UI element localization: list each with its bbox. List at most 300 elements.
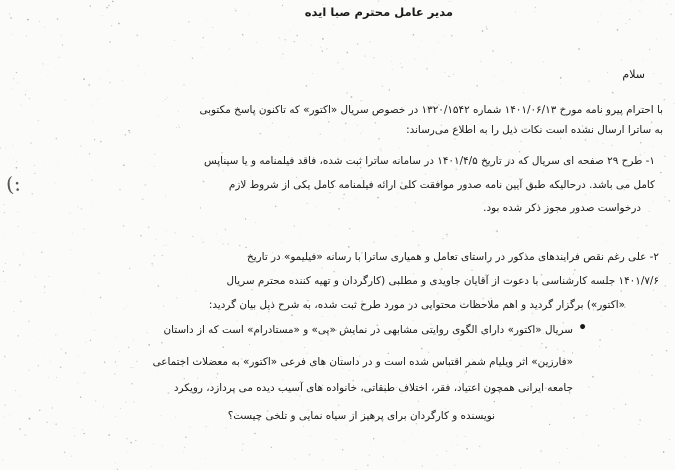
speckle-dot bbox=[9, 14, 10, 15]
speckle-dot bbox=[12, 145, 13, 146]
speckle-dot bbox=[325, 425, 326, 426]
speckle-dot bbox=[603, 267, 604, 268]
speckle-dot bbox=[600, 14, 601, 15]
speckle-dot bbox=[665, 292, 666, 293]
speckle-dot bbox=[362, 457, 363, 458]
speckle-dot bbox=[81, 208, 83, 210]
speckle-dot bbox=[77, 206, 78, 207]
speckle-dot bbox=[184, 378, 186, 380]
speckle-dot bbox=[541, 343, 542, 344]
speckle-dot bbox=[346, 52, 348, 54]
speckle-dot bbox=[447, 236, 448, 237]
speckle-dot bbox=[176, 297, 178, 299]
speckle-dot bbox=[533, 64, 534, 65]
speckle-dot bbox=[438, 42, 439, 43]
speckle-dot bbox=[598, 22, 599, 23]
speckle-dot bbox=[646, 225, 648, 227]
speckle-dot bbox=[26, 35, 27, 36]
speckle-dot bbox=[20, 417, 21, 418]
speckle-dot bbox=[203, 37, 204, 38]
speckle-dot bbox=[415, 202, 416, 203]
speckle-dot bbox=[195, 291, 196, 292]
speckle-dot bbox=[653, 146, 654, 147]
speckle-dot bbox=[94, 330, 95, 331]
speckle-dot bbox=[520, 345, 521, 346]
speckle-dot bbox=[119, 189, 121, 191]
speckle-dot bbox=[458, 339, 460, 341]
speckle-dot bbox=[602, 143, 603, 144]
speckle-dot bbox=[349, 228, 350, 229]
speckle-dot bbox=[445, 408, 446, 409]
speckle-dot bbox=[367, 465, 368, 466]
speckle-dot bbox=[375, 122, 377, 124]
speckle-dot bbox=[321, 267, 322, 268]
speckle-dot bbox=[178, 127, 180, 129]
speckle-dot bbox=[560, 77, 562, 79]
speckle-dot bbox=[44, 353, 45, 354]
speckle-dot bbox=[27, 19, 29, 21]
speckle-dot bbox=[446, 450, 448, 452]
speckle-dot bbox=[601, 315, 602, 316]
speckle-dot bbox=[259, 14, 260, 15]
speckle-dot bbox=[4, 404, 6, 406]
item2-line-1: ۲- علی رغم نقص فرایندهای مذکور در راستای تعامل و همیاری ساترا با رسانه «فیلیمو» در تاریخ bbox=[247, 251, 659, 263]
speckle-dot bbox=[625, 23, 626, 24]
speckle-dot bbox=[624, 457, 625, 458]
speckle-dot bbox=[473, 234, 474, 235]
speckle-dot bbox=[425, 174, 426, 175]
speckle-dot bbox=[10, 17, 12, 19]
speckle-dot bbox=[222, 243, 223, 244]
speckle-dot bbox=[78, 356, 79, 357]
greeting: سلام bbox=[622, 68, 645, 81]
speckle-dot bbox=[427, 145, 429, 147]
speckle-dot bbox=[481, 205, 482, 206]
speckle-dot bbox=[198, 58, 199, 59]
speckle-dot bbox=[333, 24, 334, 25]
speckle-dot bbox=[531, 406, 532, 407]
speckle-dot bbox=[400, 63, 401, 64]
speckle-dot bbox=[345, 123, 347, 125]
speckle-dot bbox=[56, 377, 57, 378]
speckle-dot bbox=[370, 56, 371, 57]
speckle-dot bbox=[210, 15, 211, 16]
speckle-dot bbox=[348, 246, 350, 248]
speckle-dot bbox=[285, 39, 286, 40]
speckle-dot bbox=[48, 104, 49, 105]
speckle-dot bbox=[600, 75, 601, 76]
speckle-dot bbox=[405, 0, 406, 1]
speckle-dot bbox=[340, 449, 341, 450]
speckle-dot bbox=[12, 88, 13, 89]
speckle-dot bbox=[322, 38, 324, 40]
speckle-dot bbox=[249, 344, 250, 345]
speckle-dot bbox=[283, 212, 284, 213]
speckle-dot bbox=[294, 458, 296, 460]
speckle-dot bbox=[9, 415, 10, 416]
speckle-dot bbox=[629, 455, 630, 456]
speckle-dot bbox=[656, 38, 658, 40]
item2-line-3: «اکتور») برگزار گردید و اهم ملاحظات محتوایی در مورد طرح ثبت شده، به شرح ذیل بیان گردید: bbox=[208, 299, 625, 311]
speckle-dot bbox=[145, 184, 146, 185]
speckle-dot bbox=[44, 27, 45, 28]
speckle-dot bbox=[168, 392, 170, 394]
speckle-dot bbox=[373, 438, 374, 439]
speckle-dot bbox=[78, 132, 79, 133]
speckle-dot bbox=[139, 333, 140, 334]
speckle-dot bbox=[256, 42, 257, 43]
speckle-dot bbox=[599, 339, 601, 341]
speckle-dot bbox=[577, 237, 579, 239]
speckle-dot bbox=[18, 335, 19, 336]
speckle-dot bbox=[648, 211, 650, 213]
speckle-dot bbox=[57, 18, 59, 20]
speckle-dot bbox=[24, 434, 26, 436]
speckle-dot bbox=[277, 427, 278, 428]
speckle-dot bbox=[465, 436, 466, 437]
speckle-dot bbox=[166, 196, 167, 197]
speckle-dot bbox=[578, 48, 580, 50]
speckle-dot bbox=[226, 67, 227, 68]
speckle-dot bbox=[108, 5, 110, 7]
speckle-dot bbox=[389, 89, 390, 90]
speckle-dot bbox=[291, 314, 293, 316]
speckle-dot bbox=[29, 98, 30, 99]
speckle-dot bbox=[590, 226, 591, 227]
speckle-dot bbox=[104, 361, 106, 363]
speckle-dot bbox=[528, 119, 529, 120]
speckle-dot bbox=[3, 237, 4, 238]
speckle-dot bbox=[335, 439, 336, 440]
speckle-dot bbox=[4, 417, 5, 418]
speckle-dot bbox=[303, 426, 304, 427]
speckle-dot bbox=[653, 73, 654, 74]
speckle-dot bbox=[16, 161, 17, 162]
speckle-dot bbox=[119, 351, 120, 352]
speckle-dot bbox=[17, 82, 18, 83]
speckle-dot bbox=[457, 444, 458, 445]
speckle-dot bbox=[329, 294, 330, 295]
speckle-dot bbox=[152, 265, 153, 266]
speckle-dot bbox=[342, 449, 344, 451]
speckle-dot bbox=[26, 9, 27, 10]
speckle-dot bbox=[166, 245, 167, 246]
speckle-dot bbox=[641, 355, 642, 356]
speckle-dot bbox=[418, 245, 419, 246]
speckle-dot bbox=[103, 406, 104, 407]
speckle-dot bbox=[304, 347, 305, 348]
speckle-dot bbox=[29, 418, 31, 420]
speckle-dot bbox=[39, 410, 40, 411]
speckle-dot bbox=[590, 192, 591, 193]
speckle-dot bbox=[574, 269, 576, 271]
speckle-dot bbox=[237, 320, 238, 321]
speckle-dot bbox=[581, 456, 582, 457]
speckle-dot bbox=[19, 264, 20, 265]
speckle-dot bbox=[520, 467, 521, 468]
speckle-dot bbox=[44, 286, 46, 288]
speckle-dot bbox=[373, 57, 374, 58]
speckle-dot bbox=[186, 165, 187, 166]
speckle-dot bbox=[22, 252, 23, 253]
speckle-dot bbox=[219, 242, 220, 243]
speckle-dot bbox=[598, 445, 599, 446]
speckle-dot bbox=[90, 340, 91, 341]
speckle-dot bbox=[153, 444, 154, 445]
speckle-dot bbox=[661, 243, 662, 244]
speckle-dot bbox=[378, 138, 380, 140]
speckle-dot bbox=[98, 273, 99, 274]
speckle-dot bbox=[203, 242, 204, 243]
speckle-dot bbox=[294, 41, 295, 42]
speckle-dot bbox=[357, 125, 358, 126]
speckle-dot bbox=[573, 417, 575, 419]
speckle-dot bbox=[280, 341, 281, 342]
speckle-dot bbox=[77, 103, 78, 104]
speckle-dot bbox=[238, 261, 239, 262]
speckle-dot bbox=[55, 67, 56, 68]
speckle-dot bbox=[128, 305, 129, 306]
speckle-dot bbox=[48, 377, 49, 378]
speckle-dot bbox=[320, 134, 321, 135]
speckle-dot bbox=[454, 465, 455, 466]
speckle-dot bbox=[203, 181, 205, 183]
speckle-dot bbox=[245, 218, 246, 219]
speckle-dot bbox=[560, 403, 561, 404]
speckle-dot bbox=[515, 12, 516, 13]
speckle-dot bbox=[667, 4, 668, 5]
speckle-dot bbox=[494, 401, 496, 403]
intro-line-1: با احترام پیرو نامه مورخ ۱۴۰۱/۰۶/۱۳ شماره ۱۳۲۰/۱۵۴۲ در خصوص سریال «اکتور» که تاکنون پاسخ مکتوبی bbox=[199, 104, 663, 116]
speckle-dot bbox=[267, 90, 268, 91]
speckle-dot bbox=[131, 383, 132, 384]
speckle-dot bbox=[313, 117, 315, 119]
speckle-dot bbox=[163, 162, 164, 163]
speckle-dot bbox=[272, 88, 273, 89]
speckle-dot bbox=[396, 235, 397, 236]
speckle-dot bbox=[25, 264, 26, 265]
speckle-dot bbox=[60, 34, 62, 36]
speckle-dot bbox=[223, 170, 225, 172]
speckle-dot bbox=[38, 94, 39, 95]
speckle-dot bbox=[322, 50, 323, 51]
bullet1-line-4: نویسنده و کارگردان برای پرهیز از سیاه نمایی و تلخی چیست؟ bbox=[227, 410, 495, 422]
speckle-dot bbox=[486, 28, 487, 29]
speckle-dot bbox=[543, 171, 544, 172]
speckle-dot bbox=[485, 26, 487, 28]
speckle-dot bbox=[111, 25, 112, 26]
speckle-dot bbox=[133, 339, 134, 340]
speckle-dot bbox=[20, 396, 21, 397]
speckle-dot bbox=[543, 62, 544, 63]
speckle-dot bbox=[105, 281, 106, 282]
speckle-dot bbox=[69, 212, 70, 213]
speckle-dot bbox=[219, 221, 220, 222]
item1-line-3: درخواست صدور مجوز ذکر شده بود. bbox=[483, 202, 641, 214]
speckle-dot bbox=[56, 138, 58, 140]
speckle-dot bbox=[117, 366, 118, 367]
speckle-dot bbox=[215, 430, 216, 431]
speckle-dot bbox=[254, 249, 255, 250]
speckle-dot bbox=[136, 361, 137, 362]
speckle-dot bbox=[444, 234, 445, 235]
speckle-dot bbox=[129, 268, 131, 270]
speckle-dot bbox=[618, 398, 619, 399]
speckle-dot bbox=[43, 167, 44, 168]
speckle-dot bbox=[158, 115, 159, 116]
speckle-dot bbox=[288, 136, 289, 137]
speckle-dot bbox=[38, 365, 39, 366]
speckle-dot bbox=[496, 237, 497, 238]
speckle-dot bbox=[250, 176, 251, 177]
speckle-dot bbox=[16, 167, 18, 169]
speckle-dot bbox=[357, 43, 358, 44]
speckle-dot bbox=[576, 138, 577, 139]
speckle-dot bbox=[508, 60, 509, 61]
speckle-dot bbox=[447, 371, 448, 372]
speckle-dot bbox=[34, 173, 35, 174]
speckle-dot bbox=[532, 313, 534, 315]
speckle-dot bbox=[639, 420, 640, 421]
speckle-dot bbox=[412, 433, 413, 434]
speckle-dot bbox=[583, 433, 584, 434]
speckle-dot bbox=[479, 446, 481, 448]
speckle-dot bbox=[425, 58, 426, 59]
speckle-dot bbox=[344, 139, 345, 140]
speckle-dot bbox=[18, 212, 19, 213]
speckle-dot bbox=[184, 447, 185, 448]
speckle-dot bbox=[13, 160, 14, 161]
speckle-dot bbox=[651, 375, 653, 377]
speckle-dot bbox=[422, 465, 424, 467]
speckle-dot bbox=[588, 387, 589, 388]
speckle-dot bbox=[19, 428, 21, 430]
speckle-dot bbox=[557, 349, 558, 350]
speckle-dot bbox=[462, 177, 463, 178]
speckle-dot bbox=[519, 151, 520, 152]
speckle-dot bbox=[329, 225, 330, 226]
speckle-dot bbox=[3, 204, 4, 205]
speckle-dot bbox=[124, 134, 126, 136]
speckle-dot bbox=[118, 23, 120, 25]
speckle-dot bbox=[60, 366, 62, 368]
speckle-dot bbox=[208, 222, 209, 223]
speckle-dot bbox=[173, 160, 174, 161]
speckle-dot bbox=[434, 441, 435, 442]
speckle-dot bbox=[322, 316, 323, 317]
speckle-dot bbox=[335, 316, 336, 317]
speckle-dot bbox=[398, 148, 399, 149]
speckle-dot bbox=[73, 427, 74, 428]
speckle-dot bbox=[41, 252, 42, 253]
speckle-dot bbox=[454, 138, 456, 140]
speckle-dot bbox=[100, 413, 101, 414]
speckle-dot bbox=[549, 424, 550, 425]
speckle-dot bbox=[301, 379, 302, 380]
speckle-dot bbox=[174, 40, 175, 41]
speckle-dot bbox=[52, 407, 53, 408]
speckle-dot bbox=[294, 225, 296, 227]
speckle-dot bbox=[592, 374, 593, 375]
speckle-dot bbox=[279, 37, 280, 38]
speckle-dot bbox=[492, 144, 493, 145]
speckle-dot bbox=[625, 404, 626, 405]
speckle-dot bbox=[451, 35, 452, 36]
speckle-dot bbox=[91, 105, 92, 106]
speckle-dot bbox=[330, 138, 331, 139]
speckle-dot bbox=[51, 51, 52, 52]
speckle-dot bbox=[641, 0, 642, 1]
speckle-dot bbox=[7, 159, 8, 160]
speckle-dot bbox=[255, 313, 257, 315]
speckle-dot bbox=[613, 408, 614, 409]
speckle-dot bbox=[55, 334, 56, 335]
speckle-dot bbox=[464, 373, 466, 375]
speckle-dot bbox=[222, 346, 224, 348]
speckle-dot bbox=[44, 292, 45, 293]
speckle-dot bbox=[165, 405, 166, 406]
speckle-dot bbox=[519, 342, 520, 343]
speckle-dot bbox=[510, 340, 511, 341]
speckle-dot bbox=[629, 149, 630, 150]
speckle-dot bbox=[401, 67, 402, 68]
speckle-dot bbox=[484, 349, 485, 350]
speckle-dot bbox=[351, 96, 353, 98]
speckle-dot bbox=[0, 228, 1, 229]
speckle-dot bbox=[391, 61, 392, 62]
speckle-dot bbox=[242, 450, 243, 451]
speckle-dot bbox=[61, 348, 62, 349]
speckle-dot bbox=[653, 200, 654, 201]
speckle-dot bbox=[444, 72, 445, 73]
speckle-dot bbox=[109, 41, 111, 43]
speckle-dot bbox=[138, 65, 139, 66]
speckle-dot bbox=[268, 127, 269, 128]
speckle-dot bbox=[476, 85, 478, 87]
speckle-dot bbox=[659, 462, 660, 463]
speckle-dot bbox=[140, 235, 142, 237]
speckle-dot bbox=[206, 426, 207, 427]
speckle-dot bbox=[290, 31, 291, 32]
speckle-dot bbox=[576, 118, 577, 119]
speckle-dot bbox=[57, 162, 58, 163]
speckle-dot bbox=[188, 21, 189, 22]
speckle-dot bbox=[364, 55, 365, 56]
bullet1-line-1: سریال «اکتور» دارای الگوی روایتی مشابهی در نمایش «پی» و «مستادرام» است که از داستان bbox=[163, 324, 573, 336]
speckle-dot bbox=[492, 50, 493, 51]
speckle-dot bbox=[97, 425, 98, 426]
speckle-dot bbox=[4, 356, 6, 358]
speckle-dot bbox=[100, 141, 102, 143]
speckle-dot bbox=[567, 448, 568, 449]
speckle-dot bbox=[585, 139, 587, 141]
speckle-dot bbox=[148, 227, 150, 229]
speckle-dot bbox=[165, 194, 166, 195]
speckle-dot bbox=[197, 378, 198, 379]
speckle-dot bbox=[621, 60, 622, 61]
speckle-dot bbox=[456, 169, 457, 170]
speckle-dot bbox=[95, 400, 97, 402]
bullet1-line-2: «فارزین» اثر ویلیام شمر اقتباس شده است و در داستان های فرعی «اکتور» به معضلات اجتماعی bbox=[152, 356, 573, 368]
speckle-dot bbox=[83, 289, 84, 290]
speckle-dot bbox=[114, 17, 115, 18]
speckle-dot bbox=[607, 72, 608, 73]
speckle-dot bbox=[369, 455, 370, 456]
speckle-dot bbox=[183, 84, 185, 86]
speckle-dot bbox=[33, 232, 34, 233]
speckle-dot bbox=[128, 130, 130, 132]
speckle-dot bbox=[629, 19, 630, 20]
